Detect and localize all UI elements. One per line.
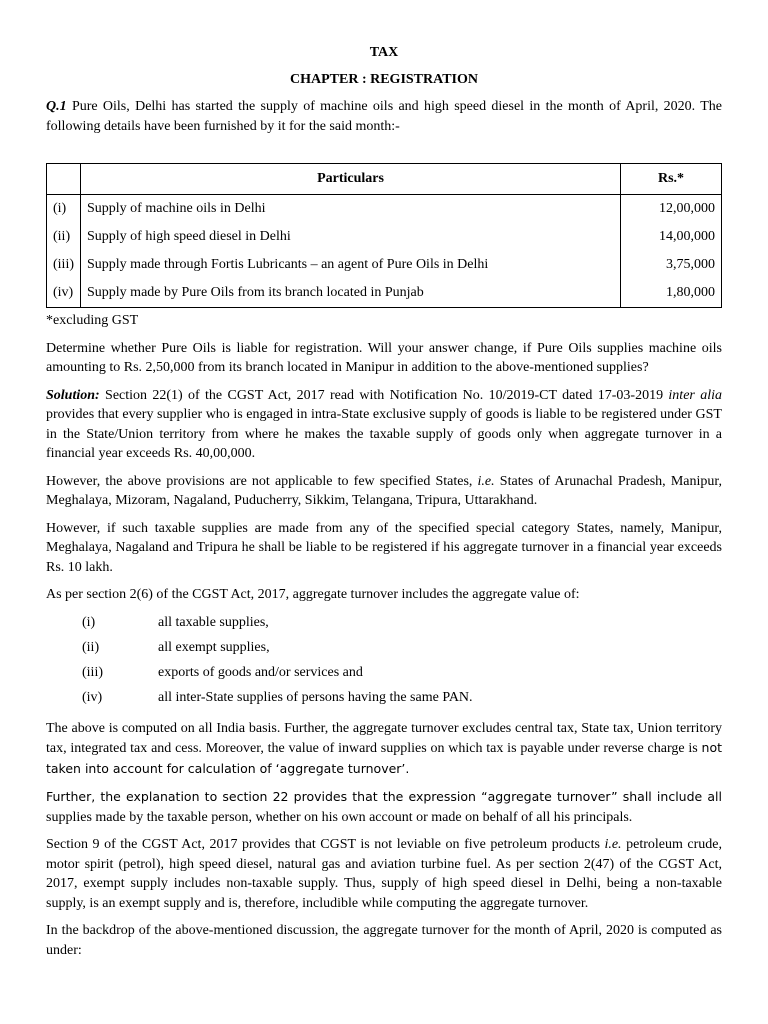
question-paragraph (46, 97, 722, 136)
list-text: exports of goods and/or services and (158, 665, 363, 681)
row-particular: Supply made by Pure Oils from its branch located in Punjab (81, 279, 621, 308)
table-row (47, 251, 722, 279)
row-number: (ii) (47, 223, 81, 251)
backdrop-paragraph: In the backdrop of the above-mentioned discussion, the aggregate turnover for the month of April, 2020 is computed as under: (46, 923, 722, 958)
table-header-amount: Rs.* (621, 164, 722, 195)
table-header-row (47, 164, 722, 195)
section-9-paragraph (46, 835, 722, 913)
further-paragraph (46, 787, 722, 827)
row-amount: 1,80,000 (621, 279, 722, 308)
list-number: (iv) (82, 690, 103, 706)
list-text: all inter-State supplies of persons having the same PAN. (158, 690, 473, 706)
row-amount: 12,00,000 (621, 195, 722, 224)
inter-alia-text: inter alia (668, 387, 722, 403)
row-number: (iv) (47, 279, 81, 308)
however1-text-a: However, the above provisions are not applicable to few specified States, (46, 473, 478, 489)
supplies-table (46, 163, 722, 308)
list-number: (iii) (82, 665, 103, 681)
list-item (46, 661, 722, 686)
row-particular: Supply of machine oils in Delhi (81, 195, 621, 224)
however-paragraph-2: However, if such taxable supplies are made from any of the specified special category States, namely, Manipur, Meghalaya, Nagaland and Tripura he shall be liable to be registered if his aggregate turnover in a financial year exceeds Rs. 10 lakh. (46, 520, 722, 575)
row-number: (iii) (47, 251, 81, 279)
further-text-a: Further, the explanation to section 22 provides that the expression “aggregate turnover” shall include all (46, 789, 722, 804)
above-computed-paragraph (46, 719, 722, 780)
solution-paragraph (46, 386, 722, 464)
row-number: (i) (47, 195, 81, 224)
section9-text-b: petroleum crude, motor spirit (petrol), high speed diesel, natural gas and aviation turbine fuel. As per section 2(47) of the CGST Act, 2017, exempt supply includes non-taxable supply. Thus, supply of high speed diesel in Delhi, being a non-taxable supply, is an exempt supply and is, therefore, includible while computing the aggregate turnover. (46, 837, 722, 911)
section-2-6-paragraph: As per section 2(6) of the CGST Act, 2017, aggregate turnover includes the aggregate value of: (46, 587, 580, 602)
row-amount: 14,00,000 (621, 223, 722, 251)
gst-note: *excluding GST (46, 313, 139, 328)
document-body (46, 97, 722, 960)
however1-text-b: States of Arunachal Pradesh, Manipur, Meghalaya, Mizoram, Nagaland, Puducherry, Sikkim, Telangana, Tripura, Uttarakhand. (46, 473, 722, 508)
table-row (47, 279, 722, 308)
list-number: (ii) (82, 640, 100, 656)
aggregate-list (46, 611, 722, 711)
however-paragraph-1 (46, 472, 722, 511)
above-text-a: The above is computed on all India basis. Further, the aggregate turnover excludes central tax, State tax, Union territory tax, integrated tax and cess. Moreover, the value of inward supplies on which tax is payable under reverse charge is (46, 720, 722, 756)
ie-text: i.e. (477, 473, 495, 489)
ie-text: i.e. (604, 837, 622, 852)
table-header-particulars: Particulars (81, 164, 621, 195)
chapter-title: CHAPTER : REGISTRATION (290, 72, 478, 87)
solution-text-1: Section 22(1) of the CGST Act, 2017 read with Notification No. 10/2019-CT dated 17-03-2019 (99, 387, 669, 403)
row-particular: Supply made through Fortis Lubricants – an agent of Pure Oils in Delhi (81, 251, 621, 279)
row-particular: Supply of high speed diesel in Delhi (81, 223, 621, 251)
table-row (47, 195, 722, 224)
question-text: Pure Oils, Delhi has started the supply of machine oils and high speed diesel in the month of April, 2020. The following details have been furnished by it for the said month:- (46, 99, 722, 134)
list-item (46, 611, 722, 636)
solution-label: Solution: (46, 387, 100, 403)
further-text-b: supplies made by the taxable person, whether on his own account or made on behalf of all his principals. (46, 809, 633, 825)
section9-text-a: Section 9 of the CGST Act, 2017 provides that CGST is not leviable on five petroleum products (46, 837, 605, 852)
list-item (46, 636, 722, 661)
question-label: Q.1 (46, 99, 67, 114)
list-item (46, 686, 722, 711)
list-text: all exempt supplies, (158, 640, 270, 656)
list-number: (i) (82, 615, 96, 631)
list-text: all taxable supplies, (158, 615, 269, 631)
table-row (47, 223, 722, 251)
doc-title: TAX (369, 45, 399, 60)
above-text-b: not taken into account for calculation of ‘aggregate turnover’. (46, 740, 722, 776)
solution-text-2: provides that every supplier who is engaged in intra-State exclusive supply of goods is liable to be registered under GST in the State/Union territory from where he makes the taxable supply of goods only when aggregate turnover in a financial year exceeds Rs. 40,00,000. (46, 407, 722, 461)
row-amount: 3,75,000 (621, 251, 722, 279)
determine-paragraph: Determine whether Pure Oils is liable for registration. Will your answer change, if Pure Oils supplies machine oils amounting to Rs. 2,50,000 from its branch located in Manipur in addition to the above-mentioned supplies? (46, 340, 722, 375)
table-header-no (47, 164, 81, 195)
